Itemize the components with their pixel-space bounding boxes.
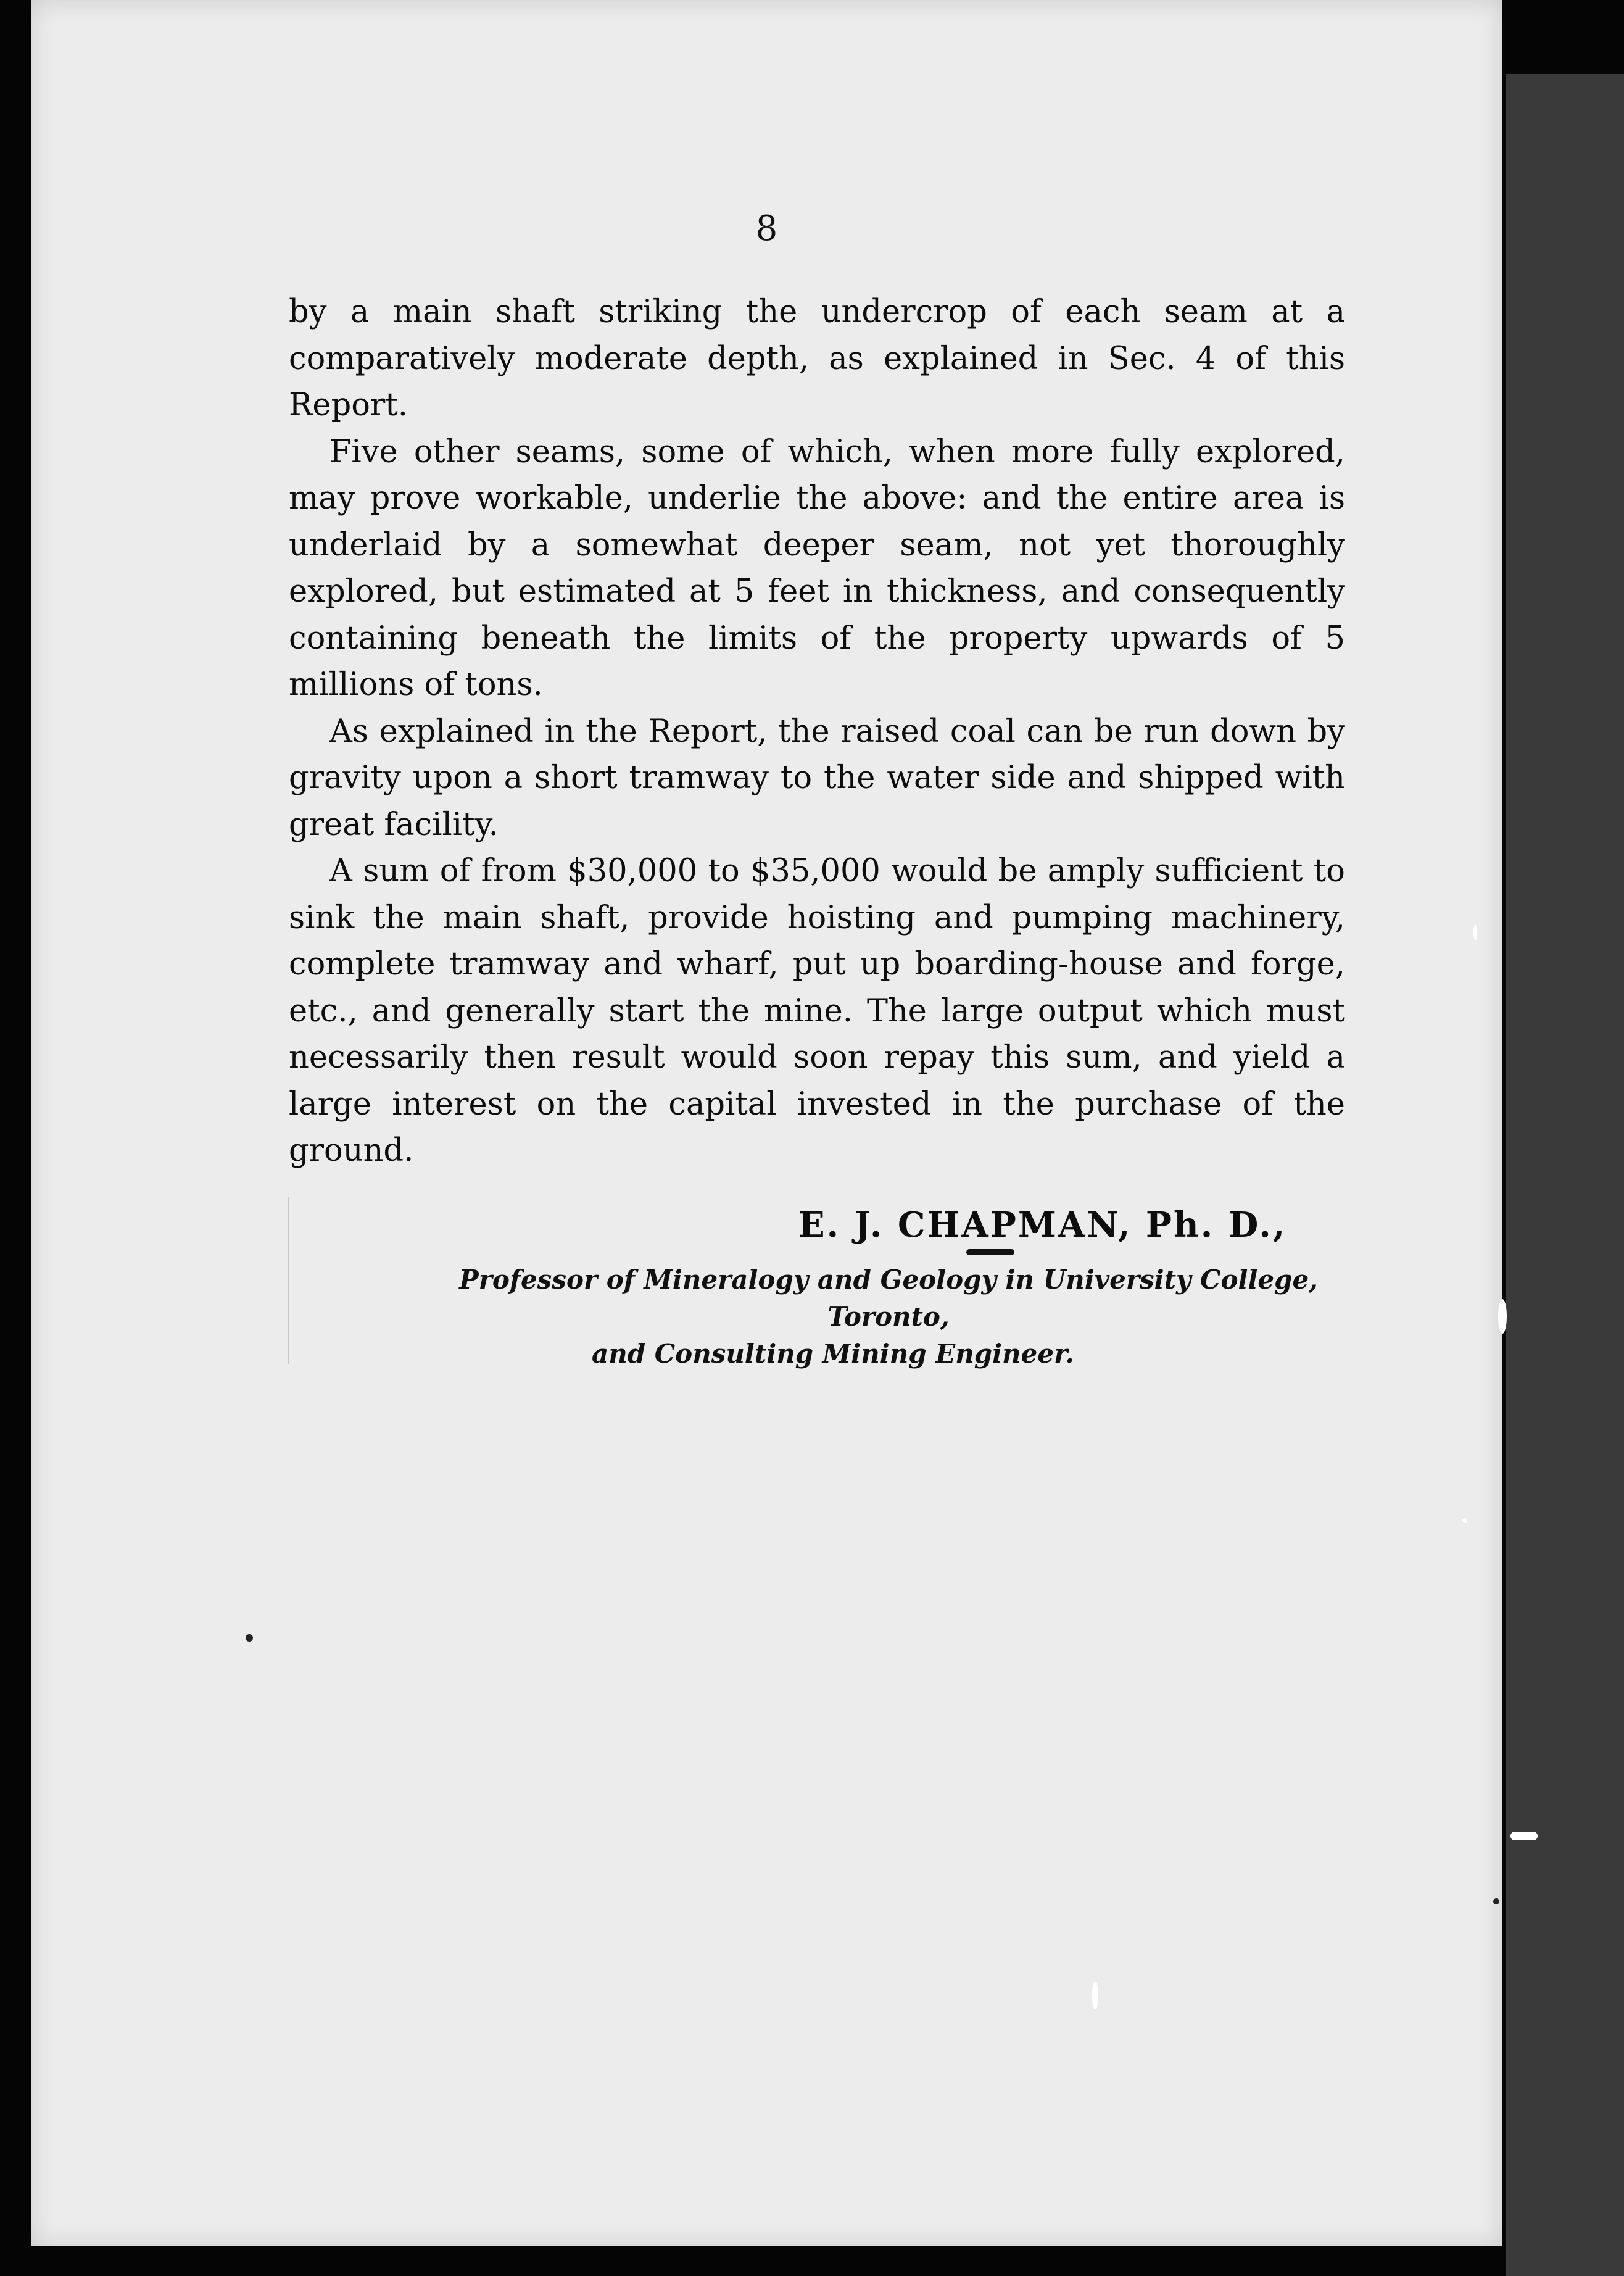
scan-edge-shadow bbox=[1506, 74, 1624, 2276]
scan-speck bbox=[1510, 1832, 1538, 1840]
paragraph-1: by a main shaft striking the undercrop of each seam at a comparatively moderate depth, as explained in Sec. 4 of this Report. bbox=[289, 294, 1345, 423]
scan-speck bbox=[246, 1634, 253, 1642]
margin-bracket bbox=[288, 1197, 289, 1364]
scan-speck bbox=[1493, 1898, 1499, 1904]
paragraph-4: A sum of from $30,000 to $35,000 would be amply sufficient to sink the main shaft, provide hoisting and pumping machinery, complete tramway and wharf, put up boarding-house and forge, etc., and generally start the mine. The large output which must necessarily then result would soon repay this sum, and yield a large interest on the capital invested in the purchase of the ground. bbox=[289, 853, 1345, 1169]
affiliation-line-1: Professor of Mineralogy and Geology in University College, Toronto, bbox=[459, 1265, 1318, 1332]
scan-speck bbox=[1462, 1518, 1467, 1523]
page-number: 8 bbox=[755, 209, 778, 249]
signature-name: E. J. CHAPMAN, Ph. D., bbox=[798, 1205, 1287, 1245]
scan-speck bbox=[1473, 924, 1477, 941]
signature-flourish bbox=[966, 1249, 1014, 1255]
paragraph-3: As explained in the Report, the raised coal can be run down by gravity upon a short tramway to the water side and shipped with great facility. bbox=[289, 713, 1345, 843]
document-page bbox=[31, 0, 1502, 2246]
paragraph-2: Five other seams, some of which, when more fully explored, may prove workable, underlie the above: and the entire area is underlaid by a somewhat deeper seam, not yet thoroughly explored, but estimated at 5 feet in thickness, and consequently containing beneath the limits of the property upwards of 5 millions of tons. bbox=[289, 433, 1345, 703]
body-text bbox=[289, 289, 1345, 1174]
affiliation-line-2: and Consulting Mining Engineer. bbox=[592, 1339, 1074, 1369]
scan-speck bbox=[1498, 1299, 1507, 1334]
signature-affiliation bbox=[290, 1261, 1351, 1373]
scan-speck bbox=[1092, 1981, 1098, 2009]
